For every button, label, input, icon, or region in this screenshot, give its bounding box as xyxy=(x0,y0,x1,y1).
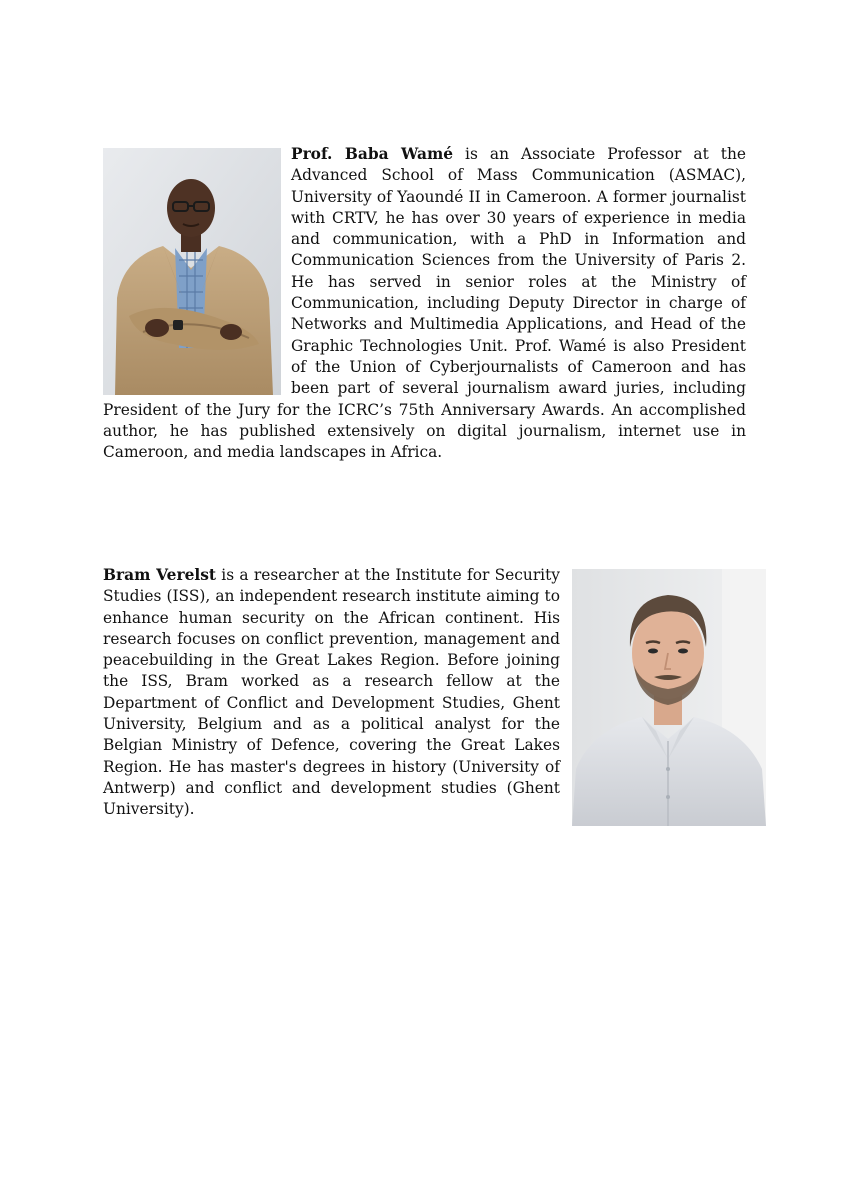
bio-bram-verelst-name: Bram Verelst xyxy=(103,566,216,584)
portrait-baba-wame xyxy=(103,148,281,395)
bio-baba-wame-name: Prof. Baba Wamé xyxy=(291,145,454,163)
bio-baba-wame-text: is an Associate Professor at the Advanced School of Mass Communication (ASMAC), University of Yaoundé II in Cameroon. A former journalist with CRTV, he has over 30 years of experience in media and communication, with a PhD in Information and Communication Sciences from the University of Paris 2. He has served in senior roles at the Ministry of Communication, including Deputy Director in charge of Networks and Multimedia Applications, and Head of the Graphic Technologies Unit. Prof. Wamé is also President of the Union of Cyberjournalists of Cameroon and has been part of several journalism award juries, including President of the Jury for the ICRC’s 75th Anniversary Awards. An accomplished author, he has published extensively on digital journalism, internet use in Cameroon, and media landscapes in Africa. xyxy=(103,145,746,462)
bio-baba-wame xyxy=(103,144,746,463)
portrait-bram-verelst xyxy=(572,569,766,826)
bio-bram-verelst xyxy=(103,565,766,830)
portrait-bram-verelst-image xyxy=(572,569,766,826)
bio-bram-verelst-text: is a researcher at the Institute for Security Studies (ISS), an independent research institute aiming to enhance human security on the African continent. His research focuses on conflict prevention, management and peacebuilding in the Great Lakes Region. Before joining the ISS, Bram worked as a research fellow at the Department of Conflict and Development Studies, Ghent University, Belgium and as a political analyst for the Belgian Ministry of Defence, covering the Great Lakes Region. He has master's degrees in history (University of Antwerp) and conflict and development studies (Ghent University). xyxy=(103,566,560,819)
portrait-baba-wame-image xyxy=(103,148,281,395)
